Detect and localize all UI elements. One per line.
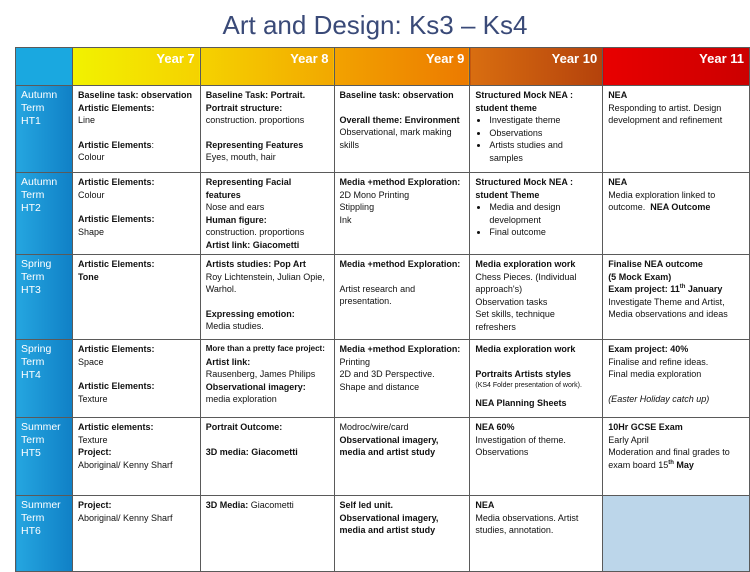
cell-ht3-year11: Finalise NEA outcome (5 Mock Exam) Exam project: 11th January Investigate Theme and Artist, Media observations and ideas <box>603 255 750 340</box>
cell-ht3-year8: Artists studies: Pop Art Roy Lichtenstein, Julian Opie, Warhol. Expressing emotion: Media studies. <box>200 255 334 340</box>
term-label-ht3: Spring Term HT3 <box>16 255 73 340</box>
cell-ht3-year10: Media exploration work Chess Pieces. (Individual approach's) Observation tasks Set skills, technique refreshers <box>470 255 603 340</box>
cell-ht5-year7: Artistic elements: Texture Project: Aboriginal/ Kenny Sharf <box>72 418 200 496</box>
cell-ht2-year11: NEA Media exploration linked to outcome. NEA Outcome <box>603 173 750 255</box>
bullet-list: • Investigate theme • Observations • Artists studies and samples <box>475 114 597 164</box>
year-8-header: Year 8 <box>200 48 334 86</box>
cell-ht4-year10: Media exploration work Portraits Artists styles (KS4 Folder presentation of work). NEA Planning Sheets <box>470 340 603 418</box>
corner-cell <box>16 48 73 86</box>
cell-ht1-year10: Structured Mock NEA : student theme • Investigate theme • Observations • Artists studies and samples <box>470 86 603 173</box>
cell-ht6-year8: 3D Media: Giacometti <box>200 496 334 572</box>
term-label-ht4: Spring Term HT4 <box>16 340 73 418</box>
year-11-header: Year 11 <box>603 48 750 86</box>
curriculum-table <box>15 47 750 572</box>
cell-ht6-year11-empty <box>603 496 750 572</box>
cell-ht6-year7: Project: Aboriginal/ Kenny Sharf <box>72 496 200 572</box>
cell-ht1-year8: Baseline Task: Portrait. Portrait structure: construction. proportions Representing Features Eyes, mouth, hair <box>200 86 334 173</box>
table-row <box>16 86 750 173</box>
cell-ht4-year8: More than a pretty face project: Artist link: Rausenberg, James Philips Observational imagery: media exploration <box>200 340 334 418</box>
cell-ht6-year9: Self led unit. Observational imagery, media and artist study <box>334 496 470 572</box>
cell-ht4-year7: Artistic Elements: Space Artistic Elements: Texture <box>72 340 200 418</box>
term-label-ht6: Summer Term HT6 <box>16 496 73 572</box>
table-row <box>16 340 750 418</box>
year-9-header: Year 9 <box>334 48 470 86</box>
cell-ht5-year10: NEA 60% Investigation of theme. Observations <box>470 418 603 496</box>
table-row <box>16 496 750 572</box>
term-label-ht1: Autumn Term HT1 <box>16 86 73 173</box>
year-7-header: Year 7 <box>72 48 200 86</box>
cell-ht5-year8: Portrait Outcome: 3D media: Giacometti <box>200 418 334 496</box>
cell-ht1-year11: NEA Responding to artist. Design development and refinement <box>603 86 750 173</box>
cell-ht2-year7: Artistic Elements: Colour Artistic Elements: Shape <box>72 173 200 255</box>
cell-ht4-year11: Exam project: 40% Finalise and refine ideas. Final media exploration (Easter Holiday catch up) <box>603 340 750 418</box>
table-row <box>16 173 750 255</box>
cell-ht6-year10: NEA Media observations. Artist studies, annotation. <box>470 496 603 572</box>
cell-ht1-year7: Baseline task: observation Artistic Elements: Line Artistic Elements: Colour <box>72 86 200 173</box>
table-row <box>16 255 750 340</box>
bullet-list: • Media and design development • Final outcome <box>475 201 597 239</box>
page-title: Art and Design: Ks3 – Ks4 <box>222 10 528 40</box>
term-label-ht2: Autumn Term HT2 <box>16 173 73 255</box>
cell-ht4-year9: Media +method Exploration: Printing 2D and 3D Perspective. Shape and distance <box>334 340 470 418</box>
cell-ht1-year9: Baseline task: observation Overall theme: Environment Observational, mark making skills <box>334 86 470 173</box>
cell-ht5-year11: 10Hr GCSE Exam Early April Moderation and final grades to exam board 15th May <box>603 418 750 496</box>
term-label-ht5: Summer Term HT5 <box>16 418 73 496</box>
cell-ht3-year9: Media +method Exploration: Artist research and presentation. <box>334 255 470 340</box>
cell-ht2-year10: Structured Mock NEA : student Theme • Media and design development • Final outcome <box>470 173 603 255</box>
year-header-row <box>16 48 750 86</box>
cell-ht3-year7: Artistic Elements: Tone <box>72 255 200 340</box>
year-10-header: Year 10 <box>470 48 603 86</box>
cell-ht5-year9: Modroc/wire/card Observational imagery, media and artist study <box>334 418 470 496</box>
cell-ht2-year8: Representing Facial features Nose and ears Human figure: construction. proportions Artist link: Giacometti <box>200 173 334 255</box>
cell-ht2-year9: Media +method Exploration: 2D Mono Printing Stippling Ink <box>334 173 470 255</box>
table-row <box>16 418 750 496</box>
